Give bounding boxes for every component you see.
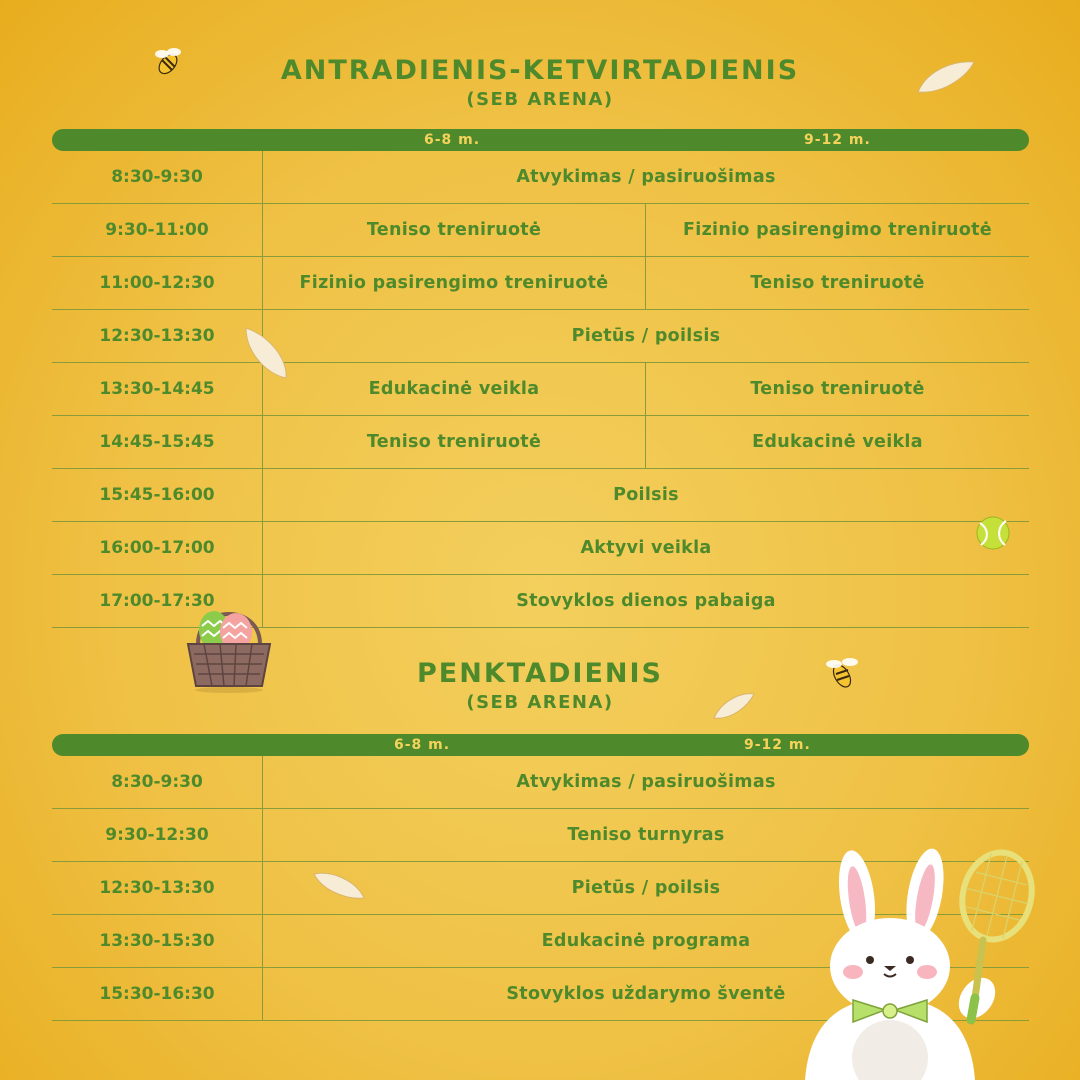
table-row [52, 416, 1029, 469]
time-cell: 13:30-14:45 [52, 363, 263, 415]
activity-cell: Poilsis [613, 485, 679, 505]
time-cell: 16:00-17:00 [52, 522, 263, 574]
activity-cell: Stovyklos dienos pabaiga [516, 591, 776, 611]
table-row [52, 756, 1029, 809]
petal-icon [240, 324, 292, 382]
time-cell: 14:45-15:45 [52, 416, 263, 468]
section2-subtitle: (SEB ARENA) [466, 692, 614, 713]
time-cell: 12:30-13:30 [52, 310, 263, 362]
section2-title: PENKTADIENIS [417, 658, 663, 689]
activity-cell: Pietūs / poilsis [571, 878, 721, 898]
section2-col-b-label: 9-12 m. [744, 737, 811, 753]
table-row [52, 522, 1029, 575]
easter-basket-icon [184, 596, 274, 696]
activity-cell-6-8: Fizinio pasirengimo treniruotė [263, 257, 646, 309]
activity-cell: Atvykimas / pasiruošimas [516, 772, 776, 792]
section1-subtitle: (SEB ARENA) [466, 89, 614, 110]
activity-cell-9-12: Teniso treniruotė [750, 379, 925, 399]
activity-cell-9-12: Fizinio pasirengimo treniruotė [683, 220, 992, 240]
table-row [52, 310, 1029, 363]
activity-cell-6-8: Teniso treniruotė [263, 416, 646, 468]
section1-col-a-label: 6-8 m. [424, 132, 481, 148]
time-cell: 15:30-16:30 [52, 968, 263, 1020]
table-row [52, 151, 1029, 204]
section1-col-b-label: 9-12 m. [804, 132, 871, 148]
time-cell: 17:00-17:30 [52, 575, 263, 627]
time-cell: 9:30-11:00 [52, 204, 263, 256]
time-cell: 15:45-16:00 [52, 469, 263, 521]
section2-heading [0, 657, 1080, 715]
activity-cell: Stovyklos uždarymo šventė [506, 984, 786, 1004]
activity-cell-6-8: Teniso treniruotė [263, 204, 646, 256]
activity-cell-9-12: Edukacinė veikla [752, 432, 923, 452]
activity-cell: Atvykimas / pasiruošimas [516, 167, 776, 187]
bee-icon [822, 652, 860, 694]
petal-icon [914, 58, 978, 96]
petal-icon [312, 868, 366, 902]
time-cell: 8:30-9:30 [52, 151, 263, 203]
section1-age-header [52, 129, 1029, 151]
time-cell: 13:30-15:30 [52, 915, 263, 967]
activity-cell-6-8: Edukacinė veikla [263, 363, 646, 415]
time-cell: 11:00-12:30 [52, 257, 263, 309]
time-cell: 9:30-12:30 [52, 809, 263, 861]
tennis-ball-icon [975, 515, 1011, 551]
activity-cell-9-12: Teniso treniruotė [750, 273, 925, 293]
table-row [52, 469, 1029, 522]
activity-cell: Pietūs / poilsis [571, 326, 721, 346]
table-row [52, 204, 1029, 257]
activity-cell: Aktyvi veikla [580, 538, 712, 558]
section1-schedule-table [52, 151, 1029, 628]
bunny-with-racket-icon [795, 848, 1040, 1080]
table-row [52, 363, 1029, 416]
bee-icon [148, 44, 188, 78]
section2-col-a-label: 6-8 m. [394, 737, 451, 753]
section2-age-header [52, 734, 1029, 756]
section1-title: ANTRADIENIS-KETVIRTADIENIS [280, 55, 800, 86]
petal-icon [712, 690, 756, 722]
table-row [52, 257, 1029, 310]
activity-cell: Teniso turnyras [567, 825, 725, 845]
time-cell: 12:30-13:30 [52, 862, 263, 914]
activity-cell: Edukacinė programa [541, 931, 751, 951]
time-cell: 8:30-9:30 [52, 756, 263, 808]
